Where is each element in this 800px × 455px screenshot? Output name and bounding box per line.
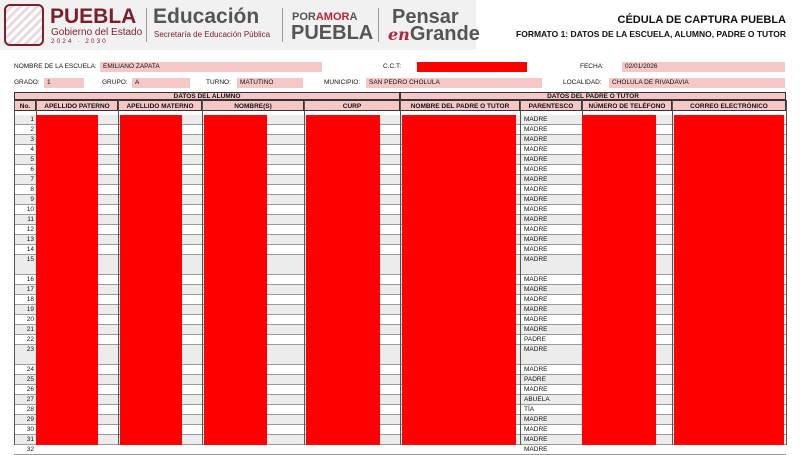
cct-label: C.C.T: (383, 63, 402, 70)
row-parentesco[interactable]: MADRE (524, 116, 548, 123)
row-number: 13 (26, 236, 34, 243)
grado-label: GRADO: (14, 79, 40, 86)
col-header-parentesco: PARENTESCO (520, 100, 582, 111)
state-seal-logo (4, 4, 44, 46)
col-header-curp: CURP (304, 100, 400, 111)
row-number: 17 (26, 286, 34, 293)
turno-label: TURNO: (206, 79, 231, 86)
row-number: 27 (26, 396, 34, 403)
row-parentesco[interactable]: MADRE (524, 446, 548, 453)
section-datos-padre: DATOS DEL PADRE O TUTOR (400, 92, 786, 100)
row-number: 6 (30, 166, 34, 173)
row-parentesco[interactable]: MADRE (524, 346, 548, 353)
row-number: 11 (27, 216, 34, 223)
row-number: 29 (26, 416, 34, 423)
school-name-label: NOMBRE DE LA ESCUELA: (14, 63, 97, 70)
row-number: 18 (26, 296, 34, 303)
row-number: 12 (26, 226, 34, 233)
localidad-field[interactable]: CHOLULA DE RIVADAVIA (609, 78, 785, 88)
row-number: 25 (26, 376, 34, 383)
logo-divider (146, 8, 147, 42)
page-title: CÉDULA DE CAPTURA PUEBLA (617, 14, 786, 26)
row-parentesco[interactable]: MADRE (524, 176, 548, 183)
column-divider (202, 100, 203, 445)
column-divider (672, 100, 673, 445)
redaction-apellido-materno (120, 115, 182, 445)
row-parentesco[interactable]: ABUELA (524, 396, 550, 403)
row-parentesco[interactable]: MADRE (524, 296, 548, 303)
section-datos-alumno: DATOS DEL ALUMNO (14, 92, 400, 100)
row-parentesco[interactable]: MADRE (524, 366, 548, 373)
logo-educacion: Educación (153, 5, 260, 28)
row-parentesco[interactable]: MADRE (524, 256, 548, 263)
row-number: 30 (26, 426, 34, 433)
row-parentesco[interactable]: MADRE (524, 226, 548, 233)
logo-por-amor: PORAMORA (292, 11, 358, 23)
turno-field[interactable]: MATUTINO (237, 78, 303, 88)
row-parentesco[interactable]: MADRE (524, 286, 548, 293)
row-number: 4 (30, 146, 34, 153)
localidad-label: LOCALIDAD: (563, 79, 602, 86)
row-parentesco[interactable]: MADRE (524, 436, 548, 443)
grupo-field[interactable]: A (132, 78, 190, 88)
col-header-nombres: NOMBRE(S) (202, 100, 304, 111)
row-number: 1 (30, 116, 34, 123)
row-number: 3 (30, 136, 34, 143)
redaction-curp (306, 115, 380, 445)
column-divider (118, 100, 119, 445)
grupo-label: GRUPO: (102, 79, 128, 86)
row-parentesco[interactable]: MADRE (524, 126, 548, 133)
column-divider (400, 100, 401, 445)
document-header (0, 0, 800, 52)
municipio-label: MUNICIPIO: (324, 79, 361, 86)
row-parentesco[interactable]: MADRE (524, 246, 548, 253)
col-header-telefono: NÚMERO DE TELÉFONO (582, 100, 672, 111)
row-parentesco[interactable]: MADRE (524, 276, 548, 283)
row-number: 22 (26, 336, 34, 343)
row-parentesco[interactable]: MADRE (524, 386, 548, 393)
column-divider (520, 100, 521, 445)
row-number: 26 (26, 386, 34, 393)
logo-en-grande: enGrande (388, 23, 480, 45)
row-parentesco[interactable]: MADRE (524, 206, 548, 213)
logo-divider (282, 8, 283, 42)
row-parentesco[interactable]: MADRE (524, 146, 548, 153)
row-parentesco[interactable]: MADRE (524, 326, 548, 333)
col-header-apellido-paterno: APELLIDO PATERNO (36, 100, 118, 111)
redaction-nombre-padre (402, 115, 516, 445)
row-number: 19 (26, 306, 34, 313)
row-number: 32 (26, 446, 34, 453)
fecha-field[interactable]: 02/01/2026 (622, 62, 785, 72)
logo-pensar: Pensar (392, 6, 459, 28)
row-parentesco[interactable]: MADRE (524, 166, 548, 173)
column-divider (14, 100, 15, 445)
row-number: 8 (30, 186, 34, 193)
logo-strip (0, 0, 480, 50)
school-name-field[interactable]: EMILIANO ZAPATA (100, 62, 322, 72)
logo-puebla-2: PUEBLA (291, 22, 374, 44)
row-parentesco[interactable]: MADRE (524, 186, 548, 193)
column-divider (304, 100, 305, 445)
col-header-nombre-padre: NOMBRE DEL PADRE O TUTOR (400, 100, 520, 111)
row-parentesco[interactable]: MADRE (524, 216, 548, 223)
row-number: 31 (26, 436, 34, 443)
logo-divider (378, 8, 379, 42)
row-parentesco[interactable]: MADRE (524, 156, 548, 163)
row-number: 14 (26, 246, 34, 253)
row-number: 15 (26, 256, 34, 263)
row-number: 24 (26, 366, 34, 373)
redaction-apellido-paterno (36, 115, 98, 445)
col-header-apellido-materno: APELLIDO MATERNO (118, 100, 202, 111)
row-parentesco[interactable]: PADRE (524, 336, 546, 343)
fecha-label: FECHA: (580, 63, 604, 70)
row-number: 9 (30, 196, 34, 203)
logo-puebla: PUEBLA (50, 5, 137, 28)
col-header-no: No. (14, 100, 36, 111)
row-parentesco[interactable]: MADRE (524, 306, 548, 313)
redaction-telefono (582, 115, 656, 445)
municipio-field[interactable]: SAN PEDRO CHOLULA (366, 78, 542, 88)
page-subtitle: FORMATO 1: DATOS DE LA ESCUELA, ALUMNO, PADRE O TUTOR (516, 29, 786, 39)
row-number: 16 (26, 276, 34, 283)
row-parentesco[interactable]: MADRE (524, 416, 548, 423)
row-parentesco[interactable]: MADRE (524, 196, 548, 203)
grado-field[interactable]: 1 (44, 78, 84, 88)
redaction-nombres (204, 115, 267, 445)
row-parentesco[interactable]: MADRE (524, 316, 548, 323)
logo-puebla-sub: Gobierno del Estado (51, 27, 143, 38)
row-number: 10 (26, 206, 34, 213)
row-number: 2 (30, 126, 34, 133)
redaction-correo (674, 115, 784, 445)
row-number: 7 (30, 176, 34, 183)
row-number: 28 (26, 406, 34, 413)
cct-field-redacted[interactable] (417, 62, 527, 72)
row-number: 21 (26, 326, 34, 333)
row-parentesco[interactable]: MADRE (524, 236, 548, 243)
row-number: 5 (30, 156, 34, 163)
col-header-correo: CORREO ELECTRÓNICO (672, 100, 786, 111)
logo-educacion-sub: Secretaría de Educación Pública (154, 30, 271, 39)
row-number: 20 (26, 316, 34, 323)
row-parentesco[interactable]: MADRE (524, 426, 548, 433)
logo-puebla-years: 2024 · 2030 (51, 38, 108, 45)
column-divider (786, 100, 787, 445)
row-parentesco[interactable]: PADRE (524, 376, 546, 383)
table-row (14, 445, 786, 455)
row-number: 23 (26, 346, 34, 353)
row-parentesco[interactable]: MADRE (524, 136, 548, 143)
row-parentesco[interactable]: TÍA (524, 406, 535, 413)
